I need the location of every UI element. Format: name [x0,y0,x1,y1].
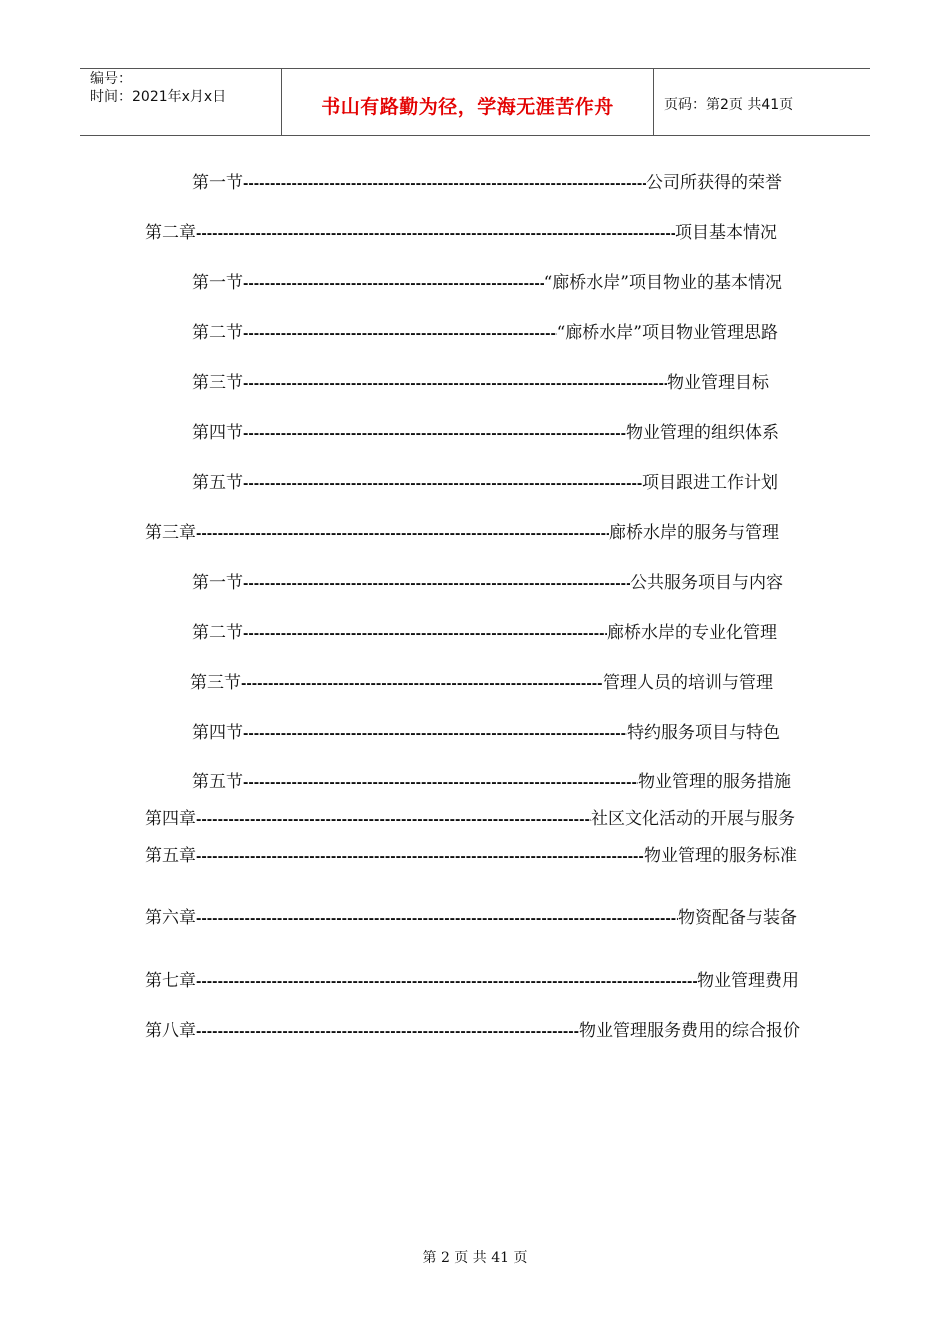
toc-entry-label: 第三节 [190,673,241,693]
toc-entry [145,808,795,830]
header-motto: 书山有路勤为径，学海无涯苦作舟 [321,96,614,118]
header-top-rule [80,68,870,69]
toc-entry-label: 第五节 [192,772,243,792]
toc-leader-dots [243,474,642,496]
toc-leader-dots [196,224,675,246]
toc-entry [192,722,780,744]
toc-entry [145,970,799,992]
toc-leader-dots [243,424,626,446]
toc-entry-title: 公共服务项目与内容 [630,573,783,593]
toc-entry-title: 项目跟进工作计划 [642,473,778,493]
toc-entry [192,472,778,494]
toc-entry [192,322,778,344]
toc-entry-title: 项目基本情况 [675,223,777,243]
toc-entry-label: 第七章 [145,971,196,991]
toc-leader-dots [196,909,678,931]
toc-entry [192,422,779,444]
toc-leader-dots [196,1022,579,1044]
toc-leader-dots [243,274,544,296]
toc-entry-label: 第二节 [192,323,243,343]
toc-entry-label: 第五节 [192,473,243,493]
toc-entry-label: 第一节 [192,273,243,293]
toc-entry [145,1020,800,1042]
toc-entry-title: 管理人员的培训与管理 [603,673,773,693]
toc-entry-label: 第三章 [145,523,196,543]
toc-entry-title: 物业管理的服务标准 [644,846,797,866]
toc-leader-dots [243,724,627,746]
toc-entry-label: 第一节 [192,173,243,193]
toc-leader-dots [243,773,638,795]
toc-leader-dots [243,374,667,396]
toc-entry-title: 物业管理费用 [697,971,799,991]
header-page-info: 页码：第2页 共41页 [664,97,794,113]
toc-entry-title: 物业管理的组织体系 [626,423,779,443]
toc-entry-label: 第一节 [192,573,243,593]
toc-entry-label: 第四节 [192,423,243,443]
toc-leader-dots [196,810,591,832]
toc-entry [192,272,782,294]
toc-entry-title: 特约服务项目与特色 [627,723,780,743]
toc-entry [192,172,782,194]
toc-entry [145,907,797,929]
toc-entry [145,222,777,244]
toc-leader-dots [243,174,646,196]
toc-entry-title: 物业管理目标 [667,373,769,393]
header-meta [90,70,226,106]
toc-entry [190,672,773,694]
toc-entry-label: 第三节 [192,373,243,393]
toc-entry-label: 第四章 [145,809,196,829]
toc-entry [192,572,783,594]
page-footer: 第 2 页 共 41 页 [422,1250,528,1266]
toc-leader-dots [196,524,609,546]
toc-entry-title: 物业管理服务费用的综合报价 [579,1021,800,1041]
toc-entry-label: 第五章 [145,846,196,866]
toc-leader-dots [241,674,603,696]
toc-entry [145,845,797,867]
toc-entry [192,372,769,394]
toc-entry-title: 社区文化活动的开展与服务 [591,809,795,829]
toc-entry-label: 第二章 [145,223,196,243]
toc-entry-label: 第六章 [145,908,196,928]
toc-entry [192,622,777,644]
header-bottom-rule [80,135,870,136]
toc-entry-label: 第四节 [192,723,243,743]
toc-leader-dots [243,574,630,596]
toc-entry [145,522,779,544]
header-divider-2 [653,68,654,135]
toc-entry-title: 廊桥水岸的专业化管理 [607,623,777,643]
toc-entry-label: 第八章 [145,1021,196,1041]
toc-entry-title: 物业管理的服务措施 [638,772,791,792]
document-time-label: 时间：2021年x月x日 [90,89,227,105]
toc-entry-title: 公司所获得的荣誉 [646,173,782,193]
toc-entry [192,771,791,793]
toc-entry-label: 第二节 [192,623,243,643]
toc-entry-title: 物资配备与装备 [678,908,797,928]
toc-entry-title: 廊桥水岸的服务与管理 [609,523,779,543]
document-number-label: 编号： [90,71,132,87]
toc-leader-dots [196,972,697,994]
toc-entry-title: “廊桥水岸”项目物业管理思路 [556,323,778,343]
toc-entry-title: “廊桥水岸”项目物业的基本情况 [543,273,782,293]
toc-leader-dots [196,847,644,869]
toc-leader-dots [243,624,607,646]
toc-leader-dots [243,324,557,346]
